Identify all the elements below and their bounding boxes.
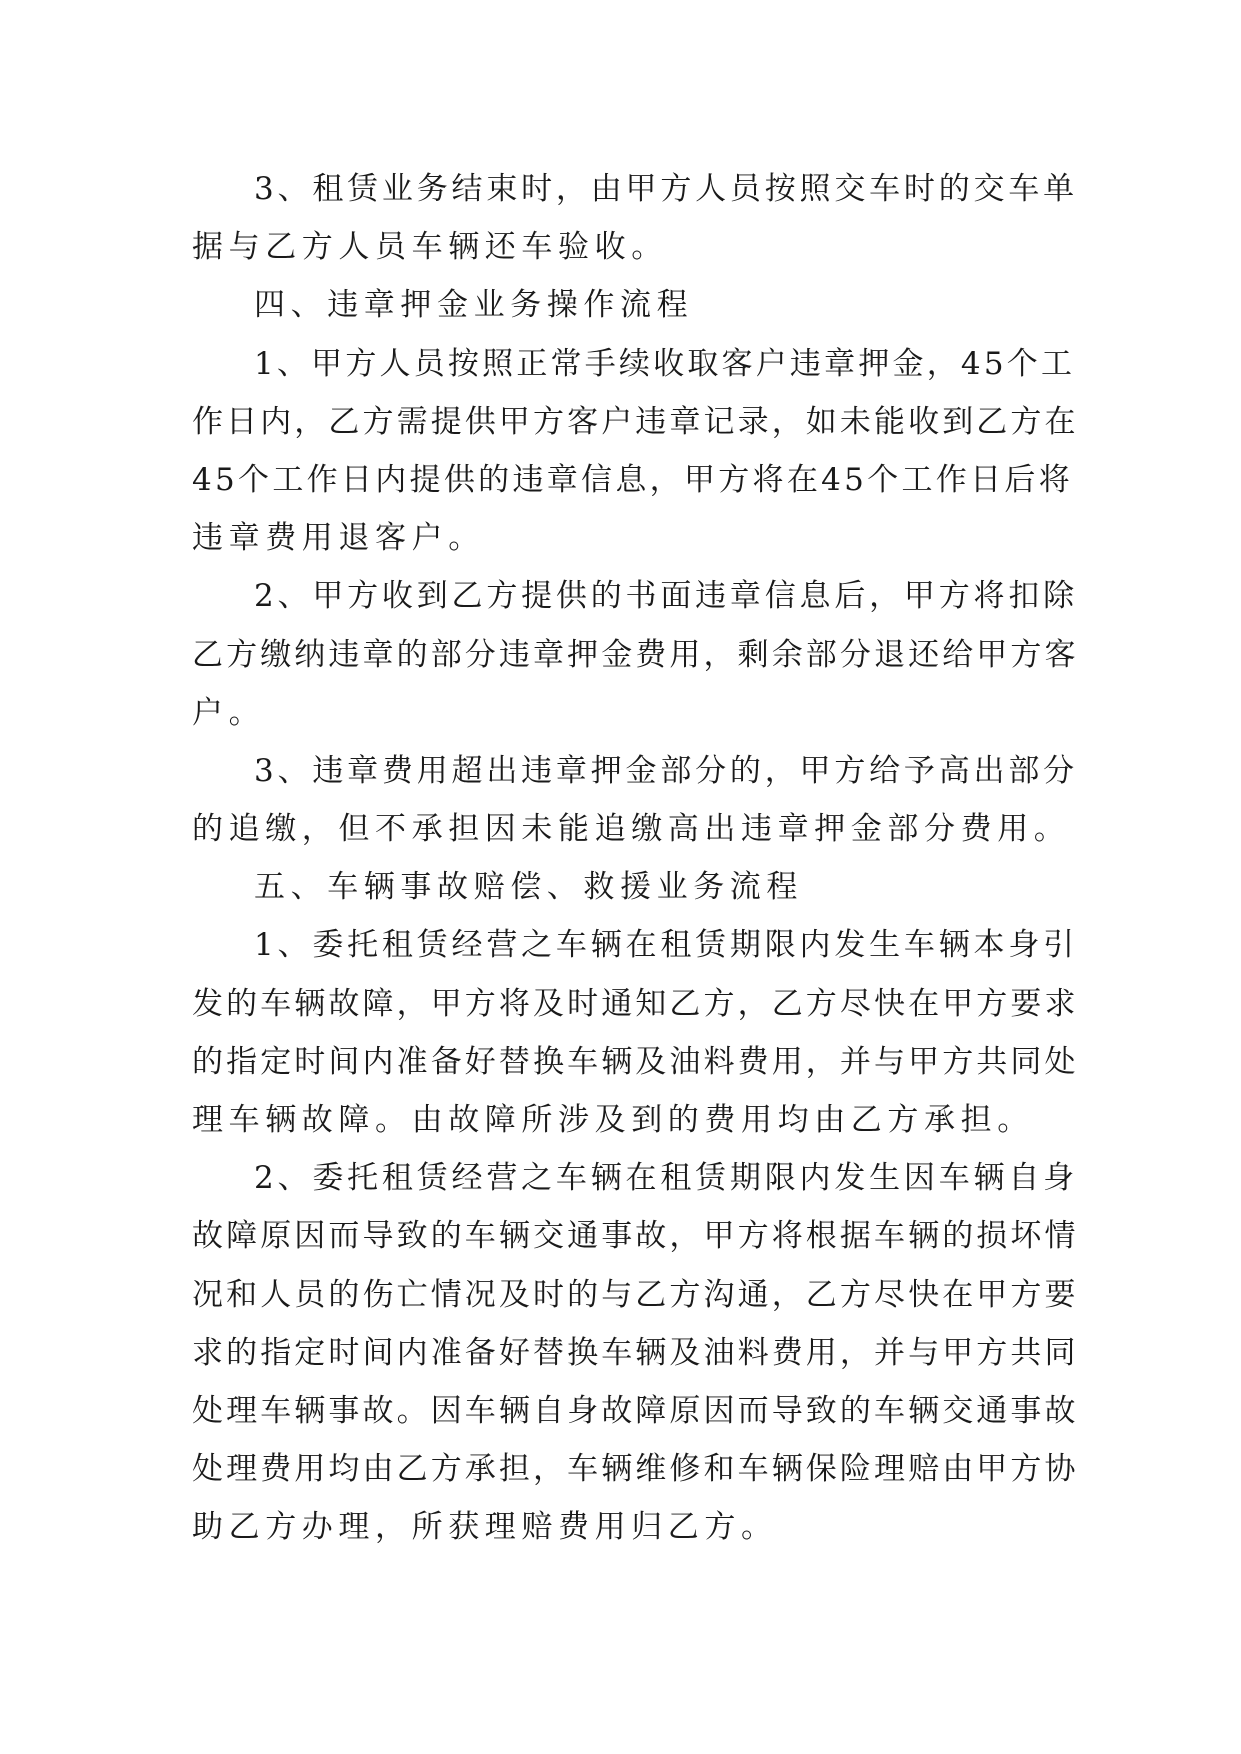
text-line: 3、违章费用超出违章押金部分的，甲方给予高出部分 [254,752,1078,789]
text-line: 45个工作日内提供的违章信息，甲方将在45个工作日后将 [192,461,1073,498]
text-line: 户。 [192,694,266,731]
text-line: 作日内，乙方需提供甲方客户违章记录，如未能收到乙方在 [192,403,1079,440]
text-line: 五、车辆事故赔偿、救援业务流程 [254,869,803,906]
text-line: 3、租赁业务结束时，由甲方人员按照交车时的交车单 [254,171,1078,207]
text-line: 2、甲方收到乙方提供的书面违章信息后，甲方将扣除 [254,578,1078,615]
text-line: 的追缴，但不承担因未能追缴高出违章押金部分费用。 [192,811,1071,848]
text-line: 1、甲方人员按照正常手续收取客户违章押金，45个工 [254,345,1076,382]
text-line: 助乙方办理，所获理赔费用归乙方。 [192,1509,778,1546]
text-line: 故障原因而导致的车辆交通事故，甲方将根据车辆的损坏情 [192,1218,1079,1255]
text-line: 据与乙方人员车辆还车验收。 [192,229,668,266]
text-line: 求的指定时间内准备好替换车辆及油料费用，并与甲方共同 [192,1334,1079,1371]
text-line: 发的车辆故障，甲方将及时通知乙方，乙方尽快在甲方要求 [192,985,1079,1022]
text-line: 处理车辆事故。因车辆自身故障原因而导致的车辆交通事故 [192,1392,1079,1429]
text-line: 处理费用均由乙方承担，车辆维修和车辆保险理赔由甲方协 [192,1451,1079,1488]
text-line: 理车辆故障。由故障所涉及到的费用均由乙方承担。 [192,1102,1034,1138]
text-line: 违章费用退客户。 [192,520,485,557]
text-line: 况和人员的伤亡情况及时的与乙方沟通，乙方尽快在甲方要 [192,1276,1079,1313]
text-line: 四、违章押金业务操作流程 [254,287,694,324]
text-line: 乙方缴纳违章的部分违章押金费用，剩余部分退还给甲方客 [192,636,1079,673]
document-body [192,160,1079,1557]
text-line: 2、委托租赁经营之车辆在租赁期限内发生因车辆自身 [254,1160,1078,1197]
text-line: 1、委托租赁经营之车辆在租赁期限内发生车辆本身引 [254,927,1078,964]
text-line: 的指定时间内准备好替换车辆及油料费用，并与甲方共同处 [192,1043,1079,1080]
